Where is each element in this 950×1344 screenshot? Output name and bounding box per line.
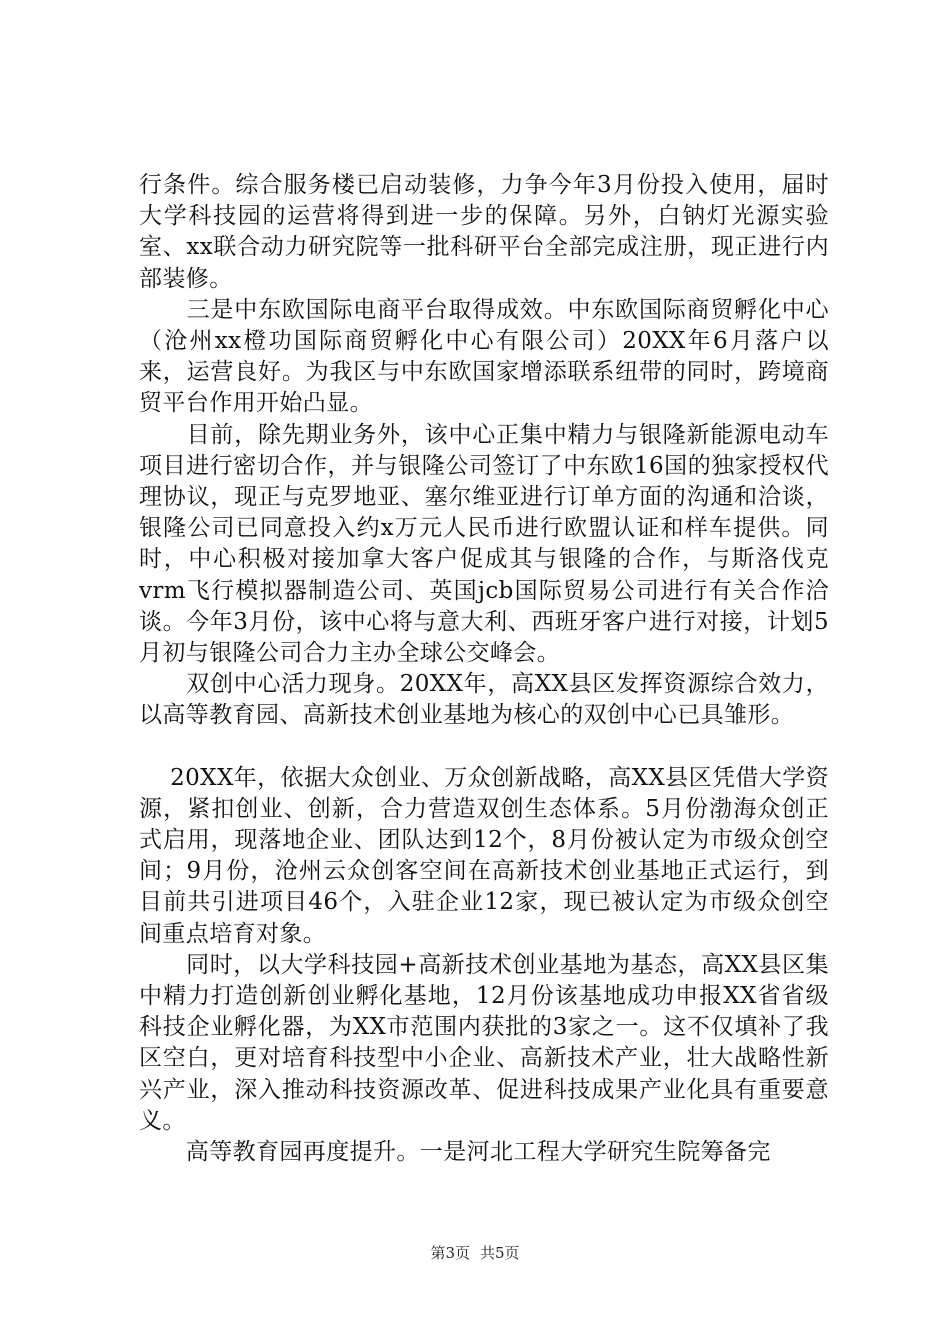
paragraph-spacer (139, 732, 829, 763)
paragraph-7: 高等教育园再度提升。一是河北工程大学研究生院筹备完 (139, 1139, 771, 1166)
page-number-current: 第3页 (430, 1244, 470, 1262)
paragraph-2: 三是中东欧国际电商平台取得成效。中东欧国际商贸孵化中心（沧州xx橙功国际商贸孵化中心有限公司）20XX年6月落户以来，运营良好。为我区与中东欧国家增添联系纽带的同时，跨境商贸平台作用开始凸显。 (139, 296, 829, 417)
paragraph-1: 行条件。综合服务楼已启动装修，力争今年3月份投入使用，届时大学科技园的运营将得到进一步的保障。另外，白钠灯光源实验室、xx联合动力研究院等一批科研平台全部完成注册，现正进行内部装修。 (139, 172, 829, 292)
paragraph-3: 目前，除先期业务外，该中心正集中精力与银隆新能源电动车项目进行密切合作，并与银隆公司签订了中东欧16国的独家授权代理协议，现正与克罗地亚、塞尔维亚进行订单方面的沟通和洽谈，银隆公司已同意投入约x万元人民币进行欧盟认证和样车提供。同时，中心积极对接加拿大客户促成其与银隆的合作，与斯洛伐克vrm飞行模拟器制造公司、英国jcb国际贸易公司进行有关合作洽谈。今年3月份，该中心将与意大利、西班牙客户进行对接，计划5月初与银隆公司合力主办全球公交峰会。 (139, 421, 829, 667)
page-footer (0, 1243, 950, 1263)
paragraph-6: 同时，以大学科技园+高新技术创业基地为基态，高XX县区集中精力打造创新创业孵化基地，12月份该基地成功申报XX省省级科技企业孵化器，为XX市范围内获批的3家之一。这不仅填补了我区空白，更对培育科技型中小企业、高新技术产业，壮大战略性新兴产业，深入推动科技资源改革、促进科技成果产业化具有重要意义。 (139, 951, 829, 1134)
page-number-total: 共5页 (480, 1244, 520, 1262)
paragraph-5: 20XX年，依据大众创业、万众创新战略，高XX县区凭借大学资源，紧扣创业、创新，合力营造双创生态体系。5月份渤海众创正式启用，现落地企业、团队达到12个，8月份被认定为市级众创空间；9月份，沧州云众创客空间在高新技术创业基地正式运行，到目前共引进项目46个，入驻企业12家，现已被认定为市级众创空间重点培育对象。 (139, 764, 829, 947)
paragraph-4: 双创中心活力现身。20XX年，高XX县区发挥资源综合效力，以高等教育园、高新技术创业基地为核心的双创中心已具雏形。 (139, 671, 829, 729)
document-body (139, 170, 829, 1168)
